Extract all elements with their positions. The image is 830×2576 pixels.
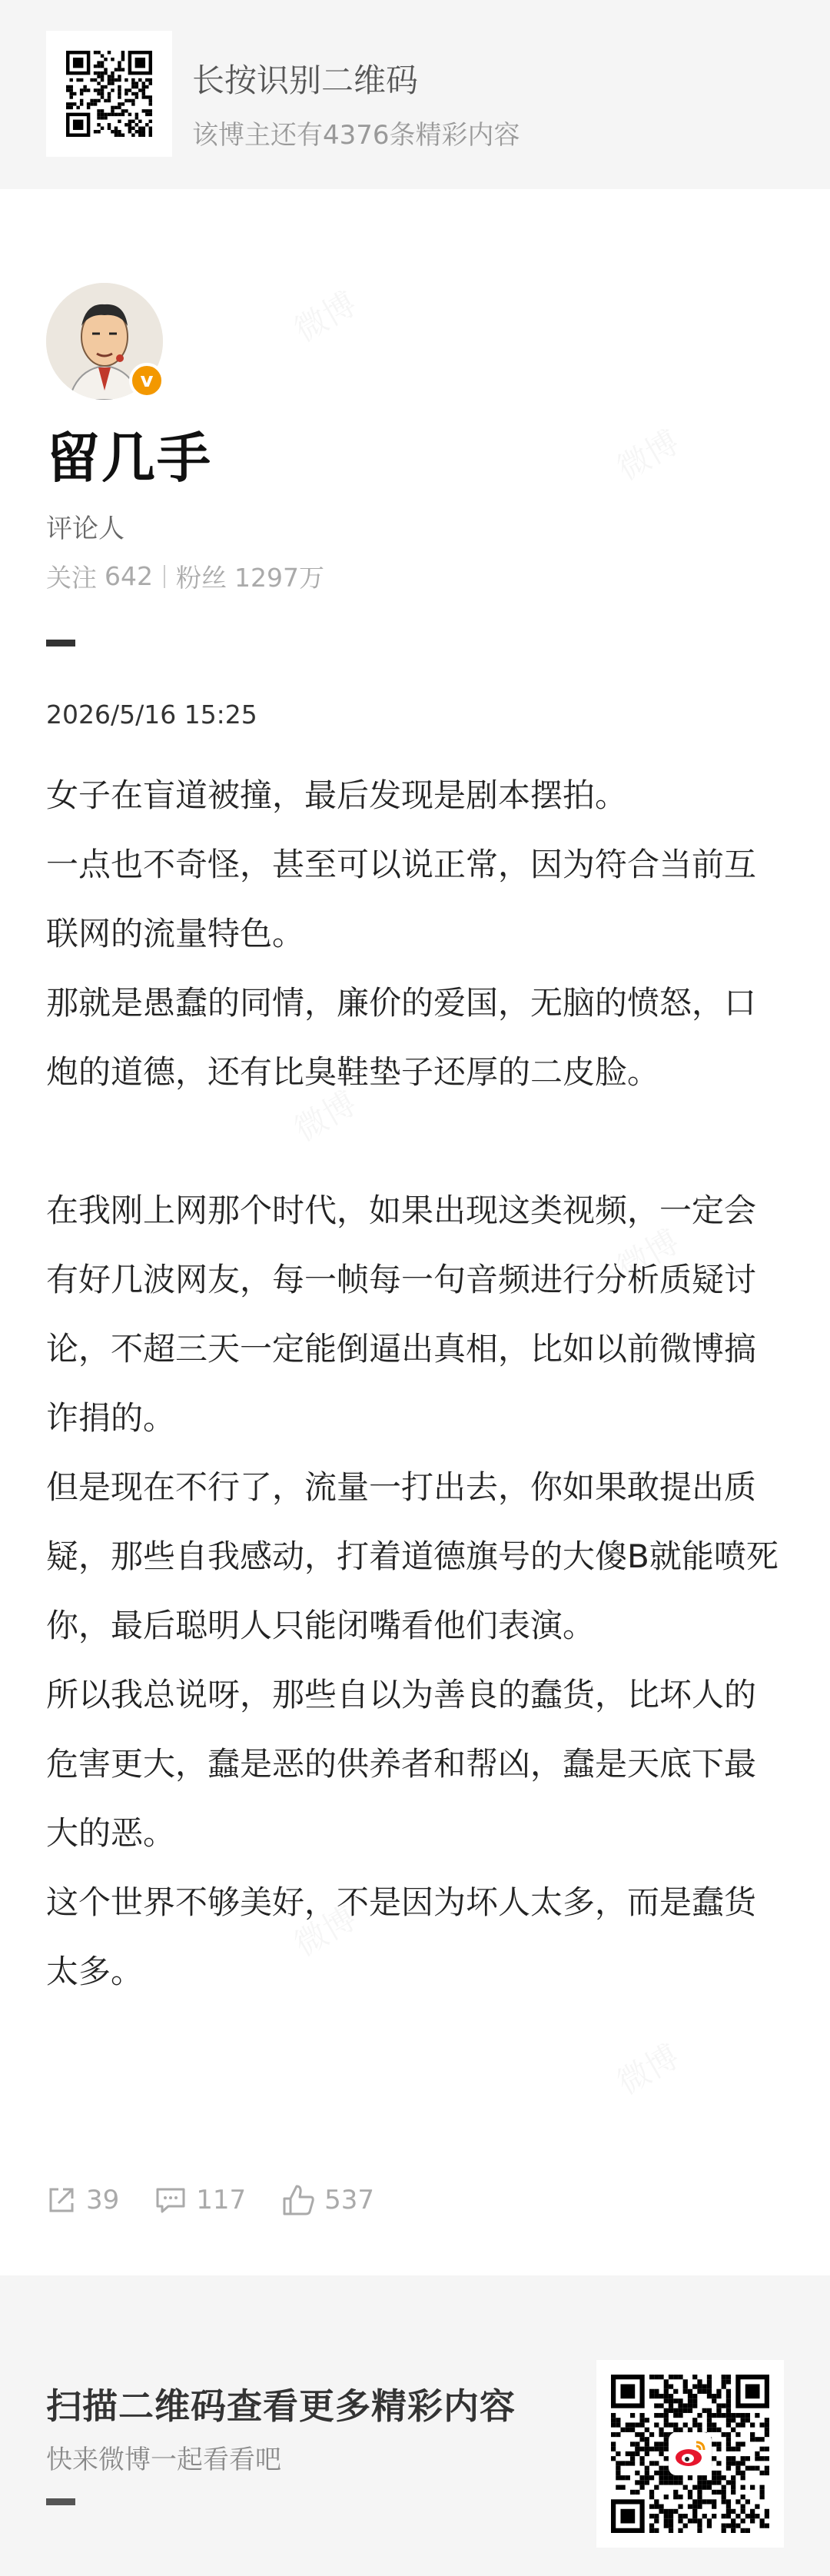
post-paragraph: 在我刚上网那个时代，如果出现这类视频，一定会有好几波网友，每一帧每一句音频进行分析质疑讨论，不超三天一定能倒逼出真相，比如以前微博搞诈捐的。 [46, 1192, 757, 1437]
weibo-logo-icon [669, 2432, 712, 2475]
followers-label: 粉丝 [176, 563, 227, 593]
share-count: 39 [86, 2185, 120, 2215]
post-paragraph: 女子在盲道被撞，最后发现是剧本摆拍。 [46, 776, 628, 814]
verified-badge-icon: v [129, 363, 164, 398]
banner-subtitle: 该博主还有4376条精彩内容 [192, 120, 520, 151]
post-actions [46, 2183, 410, 2217]
stats-divider [164, 565, 165, 588]
bottom-subtitle: 快来微博一起看看吧 [46, 2445, 281, 2475]
post-paragraph: 那就是愚蠢的同情，廉价的爱国，无脑的愤怒，口炮的道德，还有比臭鞋垫子还厚的二皮脸。 [46, 984, 757, 1091]
bottom-divider [46, 2498, 75, 2505]
comment-icon [154, 2185, 187, 2215]
post-body [46, 761, 784, 2006]
followers-count: 1297万 [234, 563, 324, 593]
share-icon [46, 2185, 77, 2215]
section-divider [46, 640, 75, 646]
post-paragraph: 一点也不奇怪，甚至可以说正常，因为符合当前互联网的流量特色。 [46, 846, 757, 952]
comment-count: 117 [196, 2185, 247, 2215]
author-stats [46, 558, 324, 594]
top-qr-banner [0, 0, 830, 189]
bottom-title: 扫描二维码查看更多精彩内容 [46, 2385, 516, 2427]
qr-code-small[interactable] [46, 31, 172, 157]
following-label: 关注 [46, 563, 97, 593]
post-paragraph: 但是现在不行了，流量一打出去，你如果敢提出质疑，那些自我感动，打着道德旗号的大傻B就能喷死你，最后聪明人只能闭嘴看他们表演。 [46, 1468, 779, 1644]
comment-button[interactable] [154, 2185, 246, 2215]
thumbs-up-icon [281, 2183, 315, 2217]
qr-code-icon [66, 51, 152, 137]
post-paragraph: 所以我总说呀，那些自以为善良的蠢货，比坏人的危害更大，蠢是恶的供养者和帮凶，蠢是天底下最大的恶。 [46, 1676, 757, 1852]
post-paragraph: 这个世界不够美好，不是因为坏人太多，而是蠢货太多。 [46, 1883, 757, 1990]
author-title: 评论人 [46, 514, 124, 544]
banner-title: 长按识别二维码 [192, 61, 419, 99]
post-timestamp: 2026/5/16 15:25 [46, 700, 257, 730]
like-count: 537 [324, 2185, 375, 2215]
author-name[interactable]: 留几手 [46, 427, 212, 490]
like-button[interactable] [281, 2183, 374, 2217]
share-button[interactable] [46, 2185, 119, 2215]
paragraph-gap [46, 1107, 784, 1176]
following-count: 642 [105, 561, 153, 591]
